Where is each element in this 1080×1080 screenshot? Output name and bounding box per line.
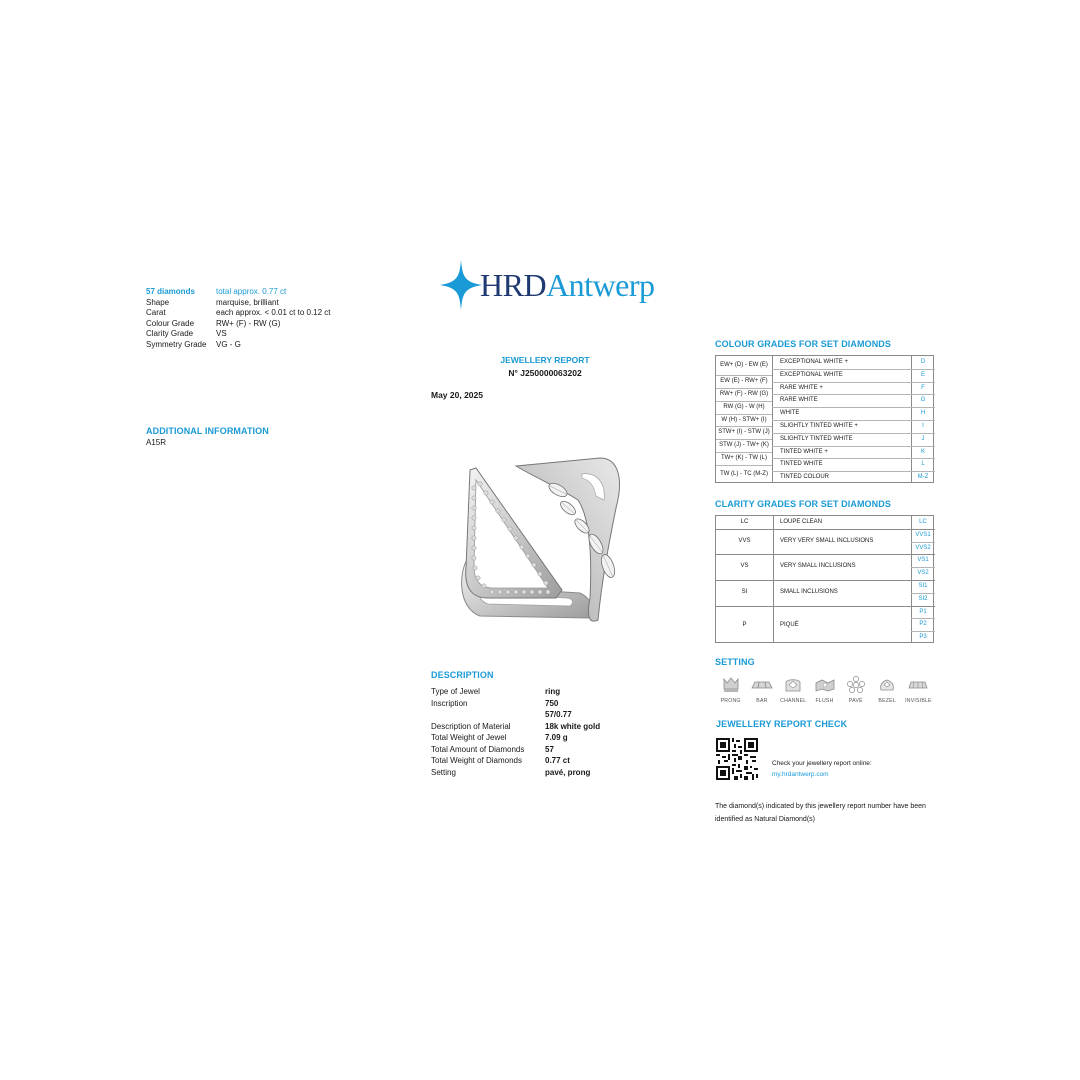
description-value: 7.09 g [545, 733, 568, 742]
colour-grades-heading: COLOUR GRADES FOR SET DIAMONDS [715, 339, 892, 349]
clarity-grade-level: SI2 [918, 595, 928, 602]
description-row [431, 709, 671, 721]
description-value: 750 [545, 698, 559, 708]
setting-item [715, 675, 746, 704]
setting-label: FLUSH [815, 698, 834, 704]
description-key: Setting [431, 767, 456, 777]
channel-setting-icon [782, 675, 804, 695]
description-row [431, 744, 671, 756]
description-key: Total Weight of Jewel [431, 733, 507, 742]
description-key: Type of Jewel [431, 687, 480, 696]
colour-grades-table [715, 355, 934, 483]
clarity-grade-code: SI [741, 589, 748, 595]
summary-row [146, 329, 376, 340]
clarity-grades-table [715, 515, 934, 643]
setting-label: PRONG [720, 698, 741, 704]
natural-diamond-note: The diamond(s) indicated by this jewellery report number have been identified as Natural Diamond(s) [715, 803, 926, 823]
colour-grade-range: TW (L) - TC (M-Z) [720, 470, 768, 477]
additional-information-text: A15R [146, 438, 167, 447]
summary-value: each approx. < 0.01 ct to 0.12 ct [216, 308, 331, 318]
colour-grade-range: TW+ (K) - TW (L) [720, 455, 768, 461]
clarity-grade-code: P [742, 621, 747, 628]
colour-grade-name: TINTED WHITE [780, 461, 823, 468]
report-check-section [716, 719, 946, 778]
colour-grades-section [715, 339, 935, 483]
summary-row [146, 298, 376, 309]
colour-grade-name: SLIGHTLY TINTED WHITE [780, 435, 853, 442]
report-check-heading: JEWELLERY REPORT CHECK [716, 719, 848, 729]
clarity-grade-name: LOUPE CLEAN [780, 519, 823, 525]
clarity-grade-code: VS [740, 563, 749, 570]
description-row [431, 721, 671, 733]
colour-grade-letter: L [921, 461, 925, 468]
diamond-summary [146, 287, 376, 351]
clarity-grade-code: VVS [738, 537, 751, 544]
description-section [431, 670, 671, 778]
setting-item [746, 675, 777, 704]
colour-grade-name: TINTED WHITE + [780, 448, 828, 455]
clarity-grade-name: PIQUÉ [780, 621, 799, 628]
description-row [431, 767, 671, 779]
colour-grade-name: TINTED COLOUR [780, 474, 830, 481]
logo-wordmark [480, 266, 655, 304]
colour-grade-letter: F [921, 384, 925, 391]
setting-section [715, 657, 945, 704]
colour-grade-range: STW (J) - TW+ (K) [719, 442, 769, 449]
clarity-grade-code: LC [740, 519, 749, 525]
description-row [431, 755, 671, 767]
setting-item [809, 675, 840, 704]
description-value: 57 [545, 744, 554, 754]
report-date: May 20, 2025 [431, 390, 483, 400]
setting-heading: SETTING [715, 657, 755, 667]
clarity-grade-name: SMALL INCLUSIONS [780, 589, 838, 595]
summary-key: Colour Grade [146, 318, 195, 328]
clarity-grade-level: VVS1 [915, 531, 931, 538]
setting-item [778, 675, 809, 704]
report-number: N° J250000063202 [508, 368, 582, 378]
summary-value: marquise, brilliant [216, 297, 279, 307]
bezel-setting-icon [876, 675, 898, 695]
summary-value: VG - G [216, 339, 241, 349]
description-table [431, 686, 671, 778]
summary-key: Symmetry Grade [146, 339, 207, 349]
description-row [431, 698, 671, 710]
report-header [470, 355, 620, 378]
description-key: Total Amount of Diamonds [431, 744, 525, 754]
clarity-grade-level: LC [919, 519, 927, 525]
colour-grade-name: RARE WHITE [780, 397, 818, 404]
additional-information [146, 426, 269, 447]
logo-hrd: HRD [480, 267, 547, 303]
description-value: ring [545, 687, 561, 696]
summary-row [146, 308, 376, 319]
description-heading: DESCRIPTION [431, 670, 494, 680]
description-value: 57/0.77 [545, 710, 572, 719]
report-check-link[interactable]: my.hrdantwerp.com [772, 771, 829, 778]
summary-row [146, 340, 376, 351]
hrd-antwerp-logo [438, 258, 663, 312]
colour-grade-letter: E [920, 371, 925, 378]
clarity-grade-level: SI1 [918, 583, 928, 589]
description-key: Description of Material [431, 721, 511, 731]
summary-key: Shape [146, 297, 170, 307]
clarity-grade-level: VVS2 [915, 544, 931, 551]
colour-grade-letter: I [922, 423, 924, 429]
colour-grade-letter: D [920, 359, 926, 365]
flush-setting-icon [814, 675, 836, 695]
qr-code-icon[interactable] [716, 738, 758, 780]
colour-grade-name: RARE WHITE + [780, 384, 823, 391]
invisible-setting-icon [907, 675, 929, 695]
description-value: 18k white gold [545, 721, 601, 731]
setting-label: CHANNEL [780, 698, 807, 704]
setting-label: BAR [756, 698, 768, 704]
description-value: 0.77 ct [545, 756, 570, 765]
report-check-message: Check your jewellery report online: [772, 760, 872, 767]
setting-item [903, 675, 934, 704]
description-key: Inscription [431, 698, 468, 708]
colour-grade-letter: M-Z [917, 474, 929, 481]
table-divider [772, 356, 773, 482]
setting-label: PAVÉ [848, 698, 863, 704]
summary-value: total approx. 0.77 ct [216, 287, 287, 296]
clarity-grade-level: P1 [919, 608, 927, 615]
star-logo-icon [438, 258, 484, 312]
clarity-grade-level: P3 [919, 634, 927, 641]
setting-label: BEZEL [878, 698, 896, 704]
additional-information-heading: ADDITIONAL INFORMATION [146, 426, 269, 436]
colour-grade-name: SLIGHTLY TINTED WHITE + [780, 423, 858, 429]
colour-grade-range: STW+ (I) - STW (J) [718, 429, 770, 436]
description-row [431, 732, 671, 744]
description-row [431, 686, 671, 698]
summary-value: RW+ (F) - RW (G) [216, 318, 281, 328]
setting-item [871, 675, 902, 704]
colour-grade-name: EXCEPTIONAL WHITE + [780, 359, 848, 365]
colour-grade-range: W (H) - STW+ (I) [721, 416, 767, 423]
summary-key: Carat [146, 308, 166, 318]
clarity-grades-section [715, 499, 935, 643]
report-title: JEWELLERY REPORT [500, 355, 590, 365]
pave-setting-icon [845, 675, 867, 695]
colour-grade-name: EXCEPTIONAL WHITE [780, 371, 843, 378]
colour-grade-letter: K [920, 448, 925, 455]
setting-item [840, 675, 871, 704]
summary-value: VS [216, 329, 227, 339]
ring-photo [440, 448, 650, 633]
table-divider [773, 516, 774, 642]
summary-key: 57 diamonds [146, 287, 195, 296]
summary-row [146, 287, 376, 298]
summary-row [146, 319, 376, 330]
clarity-grade-name: VERY SMALL INCLUSIONS [780, 563, 856, 570]
summary-key: Clarity Grade [146, 329, 194, 339]
colour-grade-letter: H [920, 410, 926, 417]
colour-grade-letter: J [921, 435, 925, 442]
colour-grade-range: RW (G) - W (H) [723, 403, 765, 410]
description-key: Total Weight of Diamonds [431, 756, 523, 765]
setting-label: INVISIBLE [905, 698, 932, 704]
bar-setting-icon [751, 675, 773, 695]
clarity-grades-heading: CLARITY GRADES FOR SET DIAMONDS [715, 499, 891, 509]
clarity-grade-level: P2 [919, 621, 927, 628]
logo-antwerp: Antwerp [546, 267, 655, 303]
description-key [431, 709, 545, 721]
prong-setting-icon [720, 675, 742, 695]
colour-grade-range: EW (E) - RW+ (F) [720, 378, 768, 385]
colour-grade-letter: G [920, 397, 926, 404]
description-value: pavé, prong [545, 767, 591, 777]
clarity-grade-level: VS1 [917, 557, 929, 564]
setting-icons [715, 675, 945, 704]
clarity-grade-name: VERY VERY SMALL INCLUSIONS [780, 537, 874, 544]
colour-grade-range: RW+ (F) - RW (G) [719, 391, 769, 397]
clarity-grade-level: VS2 [917, 570, 929, 577]
colour-grade-range: EW+ (D) - EW (E) [720, 362, 768, 368]
colour-grade-name: WHITE [780, 410, 800, 417]
